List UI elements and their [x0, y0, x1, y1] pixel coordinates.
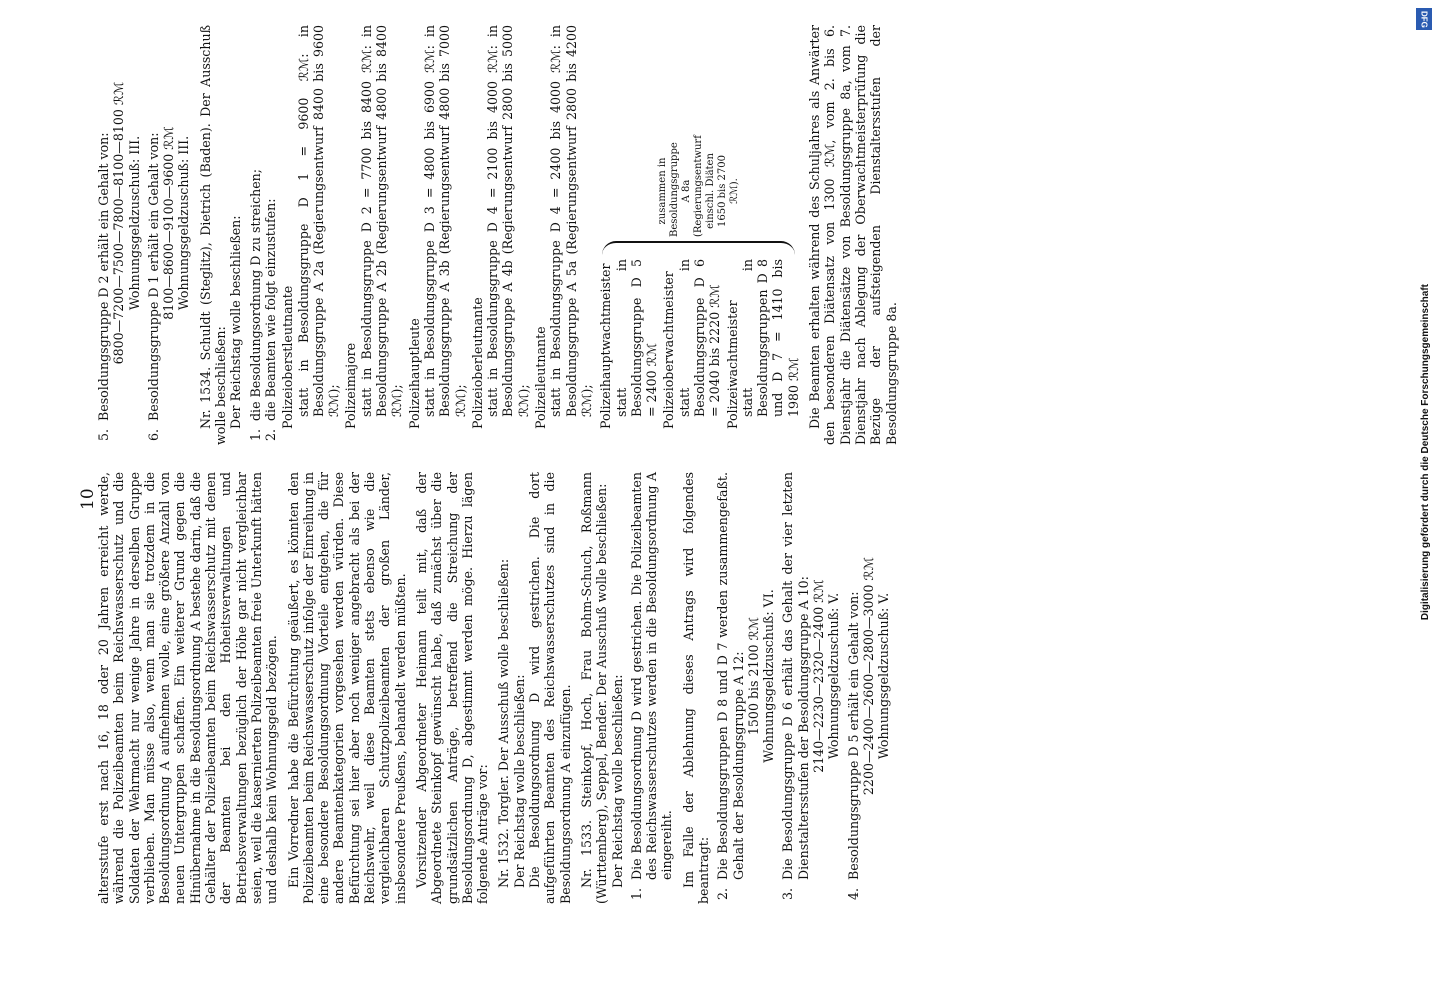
- list-text: die Beamten wie folgt einzustufen:: [262, 198, 278, 421]
- list-text: Die Besoldungsgruppe D 6 erhält das Gehalt der vier letzten Dienstaltersstufen der Besoldungsgruppe A 10:: [780, 472, 811, 880]
- rank-title: Polizeimajore: [343, 342, 359, 429]
- list-item: [780, 472, 841, 904]
- salary-value: 8100—8600—9100—9600 ℛℳ: [161, 126, 177, 320]
- list-item: [248, 25, 263, 445]
- paragraph: Ein Vorredner habe die Befürchtung geäußert, es könnten den Polizeibeamten beim Reichswasserschutz infolge der Einreihung in eine besondere Besoldungsordnung Vorteile entgehen, die für andere Beamtenkategorien vorgesehen werden würden. Diese Befürchtung sei hier aber noch weniger angebracht als bei der Reichswehr, weil diese Beamten stets ebenso wie die vergleichbaren Schutzpolizeibeamten der großen Länder, insbesondere Preußens, behandelt werden müßten.: [285, 472, 408, 904]
- list-item: [96, 25, 142, 445]
- page-number: 10: [78, 488, 98, 510]
- bracket-group: [596, 25, 801, 429]
- list-text: Besoldungsgruppe D 1 erhält ein Gehalt von:: [145, 132, 161, 421]
- list-item: [715, 472, 776, 904]
- bracket-note: zusammen in Besoldungsgruppe A 8a (Regierungsentwurf einschl. Diäten 1650 bis 2700 ℛℳ).: [656, 135, 740, 237]
- paragraph: Vorsitzender Abgeordneter Heimann teilt mit, daß der Abgeordnete Steinkopf gewünscht habe, daß zunächst über die grundsätzlichen Anträge, betreffend die Streichung der Besoldungsordnung D, abgestimmt werden möge. Hierzu lägen folgende Anträge vor:: [413, 472, 491, 904]
- paragraph: Der Reichstag wolle beschließen:: [609, 674, 625, 888]
- housing-allowance: Wohnungsgeldzuschuß: III.: [126, 135, 142, 311]
- list-item: [629, 472, 675, 904]
- salary-value: 2200—2400—2600—2800—3000 ℛℳ: [860, 556, 876, 796]
- motion-heading: Nr. 1533. Steinkopf, Hoch, Frau Bohm-Schuch, Roßmann (Württemberg), Seppel, Bender. Der Ausschuß wolle beschließen:: [578, 472, 610, 904]
- list-number: 1.: [628, 888, 644, 901]
- paragraph: Die Beamten erhalten während des Schuljahres als Anwärter den besonderen Diätensatz von 1300 ℛℳ, vom 2. bis 6. Dienstjahr die Diätensätze von Besoldungsgruppe 8a, vom 7. Dienstjahr nach Ablegung der Oberwachtmeisterprüfung die Bezüge der aufsteigenden Dienstaltersstufen der Besoldungsgruppe 8a.: [807, 25, 899, 445]
- digitization-credit: Digitalisierung gefördert durch die Deutsche Forschungsgemeinschaft: [1420, 283, 1431, 620]
- salary-value: 6800—7200—7500—7800—8100—8100 ℛℳ: [111, 81, 127, 365]
- dfg-logo: DFG: [1416, 8, 1432, 30]
- list-number: 3.: [780, 888, 796, 901]
- paragraph: Der Reichstag wolle beschließen:: [511, 674, 527, 888]
- list-text: Besoldungsgruppe D 2 erhält ein Gehalt von:: [96, 132, 111, 421]
- rank-detail: statt in Besoldungsgruppe D 1 = 9600 ℛℳ: in Besoldungsgruppe A 2a (Regierungsentwurf 8400 bis 9600 ℛℳ);: [295, 25, 342, 417]
- rank-detail: statt in Besoldungsgruppe D 3 = 4800 bis 6900 ℛℳ: in Besoldungsgruppe A 3b (Regierungsentwurf 4800 bis 7000 ℛℳ);: [421, 25, 468, 417]
- rank-detail: statt in Besoldungsgruppe D 4 = 2400 bis 4000 ℛℳ: in Besoldungsgruppe A 5a (Regierungsentwurf 2800 bis 4200 ℛℳ);: [548, 25, 594, 417]
- list-text: Besoldungsgruppe D 5 erhält ein Gehalt von:: [845, 591, 861, 880]
- list-item: [846, 472, 892, 904]
- paragraph: Der Reichstag wolle beschließen:: [228, 215, 244, 429]
- list-number: 6.: [145, 429, 161, 442]
- rank-title: Polizeihauptwachtmeister: [598, 263, 614, 429]
- list-text: Die Besoldungsordnung D wird gestrichen. Die Polizeibeamten des Reichswasserschutzes werden in die Besoldungsordnung A eingereiht.: [628, 472, 675, 880]
- left-column: [96, 472, 892, 904]
- rank-detail: statt in Besoldungsgruppe D 4 = 2100 bis 4000 ℛℳ: in Besoldungsgruppe A 4b (Regierungsentwurf 2800 bis 5000 ℛℳ);: [485, 25, 531, 417]
- rank-detail: statt in Besoldungsgruppe D 2 = 7700 bis 8400 ℛℳ: in Besoldungsgruppe A 2b (Regierungsentwurf 4800 bis 8400 ℛℳ);: [358, 25, 405, 417]
- list-number: 1.: [247, 429, 263, 442]
- motion-heading: Nr. 1532. Torgler. Der Ausschuß wolle beschließen:: [496, 558, 512, 888]
- digitization-sidebar: [1412, 0, 1434, 1000]
- rank-title: Polizeioberleutnante: [469, 297, 485, 429]
- rank-detail: statt in Besoldungsgruppe D 5 = 2400 ℛℳ: [613, 259, 660, 417]
- paragraph: Die Besoldungsordnung D wird gestrichen. Die dort aufgeführten Beamten des Reichswasserschutzes sind in die Besoldungsordnung A einzufügen.: [527, 472, 573, 904]
- paragraph: altersstufe erst nach 16, 18 oder 20 Jahren erreicht werde, während die Polizeibeamten beim Reichswasserschutz und die Soldaten der Wehrmacht nur wenige Jahre in derselben Gruppe verblieben. Man müsse also, wenn man sie trotzdem in die Besoldungsordnung A aufnehmen wolle, eine größere Anzahl von neuen Untergruppen schaffen. Ein weiterer Grund gegen die Hinübernahme in die Besoldungsordnung A bestehe darin, daß die Gehälter der Polizeibeamten beim Reichswasserschutz mit denen der Beamten bei den Hoheitsverwaltungen und Betriebsverwaltungen bezüglich der Höhe gar nicht vergleichbar seien, weil die kasernierten Polizeibeamten freie Unterkunft hätten und deshalb kein Wohnungsgeld bezögen.: [96, 472, 280, 904]
- rank-detail: statt in Besoldungsgruppe D 6 = 2040 bis 2220 ℛℳ: [676, 259, 723, 417]
- motion-heading: Nr. 1534. Schuldt (Steglitz), Dietrich (Baden). Der Ausschuß wolle beschließen:: [197, 25, 229, 445]
- housing-allowance: Wohnungsgeldzuschuß: V.: [826, 592, 842, 760]
- right-column: [96, 25, 899, 445]
- list-number: 5.: [96, 429, 111, 442]
- list-number: 4.: [845, 888, 861, 901]
- rank-title: Polizeiwachtmeister: [724, 300, 740, 429]
- rank-list: [280, 25, 801, 429]
- rank-detail: statt in Besoldungsgruppen D 8 und D 7 = 1410 bis 1980 ℛℳ: [739, 259, 801, 417]
- rank-title: Polizeileutnante: [533, 326, 549, 429]
- rank-title: Polizeioberstleutnante: [280, 285, 296, 429]
- curly-brace: [602, 241, 795, 255]
- salary-value: 2140—2230—2320—2400 ℛℳ: [811, 579, 827, 773]
- housing-allowance: Wohnungsgeldzuschuß: V.: [876, 592, 892, 760]
- list-item: [263, 25, 278, 445]
- list-item: [146, 25, 192, 445]
- list-number: 2.: [715, 888, 731, 901]
- list-text: Die Besoldungsgruppen D 8 und D 7 werden zusammengefaßt. Gehalt der Besoldungsgruppe A 12:: [715, 472, 746, 880]
- rank-title: Polizeioberwachtmeister: [661, 271, 677, 429]
- rank-title: Polizeihauptleute: [406, 318, 422, 429]
- list-number: 2.: [262, 429, 278, 442]
- paragraph: Im Falle der Ablehnung dieses Antrags wird folgendes beantragt:: [680, 472, 711, 904]
- list-text: die Besoldungsordnung D zu streichen;: [247, 168, 263, 421]
- housing-allowance: Wohnungsgeldzuschuß: VI.: [761, 589, 777, 763]
- salary-value: 1500 bis 2100 ℛℳ: [745, 616, 761, 736]
- housing-allowance: Wohnungsgeldzuschuß: III.: [176, 135, 192, 311]
